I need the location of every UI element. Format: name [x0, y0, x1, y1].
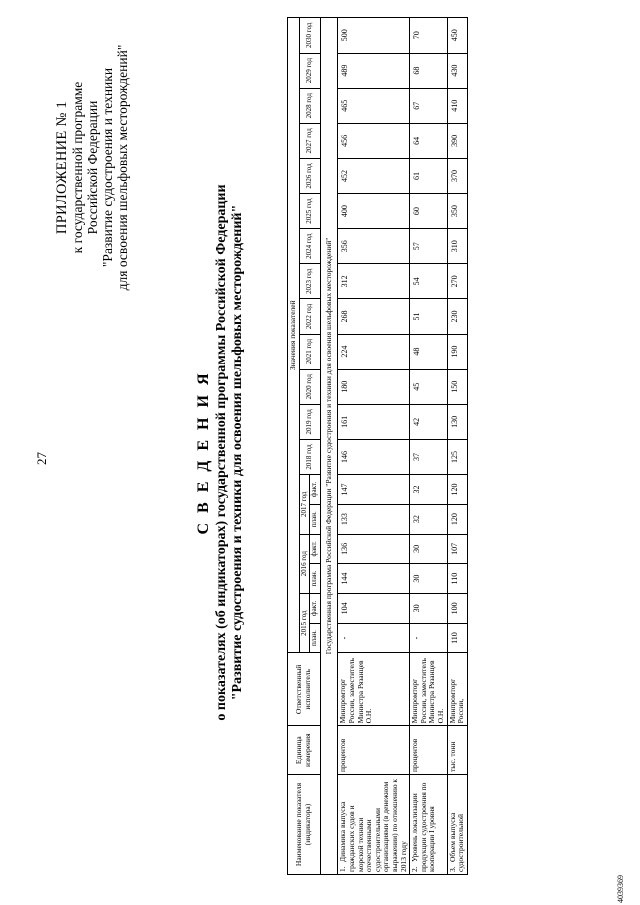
- header-values-group: Значения показателей: [288, 18, 300, 653]
- indicator-name-cell: [338, 775, 410, 875]
- value-cell: 110: [447, 564, 467, 594]
- indicator-name-cell: [410, 775, 447, 875]
- value-cell: 268: [338, 299, 410, 334]
- value-cell: 136: [338, 534, 410, 564]
- indicator-name-cell: [447, 775, 467, 875]
- header-year: 2018 год: [299, 439, 320, 474]
- value-cell: 180: [338, 369, 410, 404]
- row-number: 1.: [338, 866, 348, 872]
- indicator-name: Уровень локализации продукции судостроения по кооперации I уровня: [410, 782, 437, 872]
- value-cell: 30: [410, 564, 447, 594]
- appendix-line: для освоения шельфовых месторождений": [115, 44, 130, 291]
- unit-cell: процентов: [410, 726, 447, 775]
- value-cell: 465: [338, 88, 410, 123]
- appendix-title: ПРИЛОЖЕНИЕ № 1: [54, 100, 70, 235]
- value-cell: 61: [410, 158, 447, 193]
- indicator-name: Динамика выпуска гражданских судов и морской техники отечественными судостроительными организациями (в денежном выражении) по отношению к 2013 году: [338, 778, 408, 872]
- header-fact: факт.: [310, 475, 321, 505]
- value-cell: 54: [410, 264, 447, 299]
- header-fact: факт.: [310, 534, 321, 564]
- header-plan: план.: [310, 504, 321, 534]
- value-cell: 310: [447, 229, 467, 264]
- value-cell: 120: [447, 475, 467, 505]
- header-name: Наименование показателя (индикатора): [288, 775, 321, 875]
- value-cell: 120: [447, 504, 467, 534]
- header-year: 2021 год: [299, 334, 320, 369]
- document-heading: [194, 120, 246, 785]
- program-title-row: Государственная программа Российской Федерации "Развитие судостроения и техники для освоения шельфовых месторождений": [320, 18, 338, 875]
- header-year: 2019 год: [299, 404, 320, 439]
- header-year: 2015 год: [299, 593, 310, 652]
- heading-line-1: о показателях (об индикаторах) государственной программы Российской Федерации: [214, 184, 229, 721]
- appendix-line: "Развитие судостроения и техники: [100, 67, 115, 268]
- header-plan: план.: [310, 623, 321, 653]
- value-cell: 51: [410, 299, 447, 334]
- unit-cell: тыс. тонн: [447, 726, 467, 775]
- heading-title: С В Е Д Е Н И Я: [195, 370, 212, 535]
- value-cell: 60: [410, 194, 447, 229]
- appendix-block: [55, 40, 130, 295]
- header-plan: план.: [310, 564, 321, 594]
- value-cell: 67: [410, 88, 447, 123]
- header-fact: факт.: [310, 593, 321, 623]
- header-year: 2023 год: [299, 264, 320, 299]
- header-year: 2022 год: [299, 299, 320, 334]
- header-year: 2028 год: [299, 88, 320, 123]
- value-cell: 100: [447, 593, 467, 623]
- value-cell: 42: [410, 404, 447, 439]
- header-year: 2030 год: [299, 18, 320, 54]
- responsible-cell: Минпромторг России, заместитель Министра Рязанцев О.Н.: [338, 653, 410, 726]
- value-cell: 190: [447, 334, 467, 369]
- value-cell: 370: [447, 158, 467, 193]
- value-cell: 270: [447, 264, 467, 299]
- value-cell: 32: [410, 475, 447, 505]
- value-cell: 125: [447, 439, 467, 474]
- value-cell: 150: [447, 369, 467, 404]
- appendix-line: к государственной программе: [70, 81, 85, 254]
- header-year: 2024 год: [299, 229, 320, 264]
- value-cell: 430: [447, 53, 467, 88]
- value-cell: 68: [410, 53, 447, 88]
- appendix-line: Российской Федерации: [85, 100, 100, 235]
- value-cell: 147: [338, 475, 410, 505]
- table-row: [447, 18, 467, 875]
- header-year: 2025 год: [299, 194, 320, 229]
- value-cell: 107: [447, 534, 467, 564]
- value-cell: 144: [338, 564, 410, 594]
- indicators-table: [287, 17, 468, 875]
- value-cell: 456: [338, 123, 410, 158]
- header-year: 2016 год: [299, 534, 310, 593]
- responsible-cell: Минпромторг России, заместитель Министра Рязанцев О.Н.: [410, 653, 447, 726]
- value-cell: 489: [338, 53, 410, 88]
- header-year: 2027 год: [299, 123, 320, 158]
- value-cell: 350: [447, 194, 467, 229]
- value-cell: 45: [410, 369, 447, 404]
- value-cell: 110: [447, 623, 467, 653]
- value-cell: 356: [338, 229, 410, 264]
- header-year: 2017 год: [299, 475, 310, 534]
- row-number: 2.: [410, 866, 420, 872]
- value-cell: 37: [410, 439, 447, 474]
- header-year: 2029 год: [299, 53, 320, 88]
- value-cell: 146: [338, 439, 410, 474]
- value-cell: 130: [447, 404, 467, 439]
- value-cell: 30: [410, 593, 447, 623]
- value-cell: 224: [338, 334, 410, 369]
- header-year: 2020 год: [299, 369, 320, 404]
- value-cell: 64: [410, 123, 447, 158]
- value-cell: 390: [447, 123, 467, 158]
- value-cell: 230: [447, 299, 467, 334]
- header-responsible: Ответственный исполнитель: [288, 653, 321, 726]
- value-cell: 452: [338, 158, 410, 193]
- header-unit: Единица измерения: [288, 726, 321, 775]
- page-number: 27: [34, 452, 49, 465]
- value-cell: 32: [410, 504, 447, 534]
- row-number: 3.: [447, 866, 457, 872]
- value-cell: 161: [338, 404, 410, 439]
- heading-line-2: "Развитие судостроения и техники для освоения шельфовых месторождений": [230, 204, 245, 701]
- unit-cell: процентов: [338, 726, 410, 775]
- value-cell: 57: [410, 229, 447, 264]
- value-cell: 133: [338, 504, 410, 534]
- value-cell: 30: [410, 534, 447, 564]
- table-row: [338, 18, 410, 875]
- value-cell: -: [338, 623, 410, 653]
- value-cell: 48: [410, 334, 447, 369]
- responsible-cell: Минпромторг России,: [447, 653, 467, 726]
- document-code: 4039369: [616, 875, 625, 903]
- value-cell: 500: [338, 18, 410, 54]
- indicator-name: Объем выпуска судостроительной: [447, 812, 466, 872]
- value-cell: 104: [338, 593, 410, 623]
- value-cell: 450: [447, 18, 467, 54]
- table-row: [410, 18, 447, 875]
- value-cell: 312: [338, 264, 410, 299]
- value-cell: -: [410, 623, 447, 653]
- header-year: 2026 год: [299, 158, 320, 193]
- value-cell: 70: [410, 18, 447, 54]
- value-cell: 410: [447, 88, 467, 123]
- value-cell: 400: [338, 194, 410, 229]
